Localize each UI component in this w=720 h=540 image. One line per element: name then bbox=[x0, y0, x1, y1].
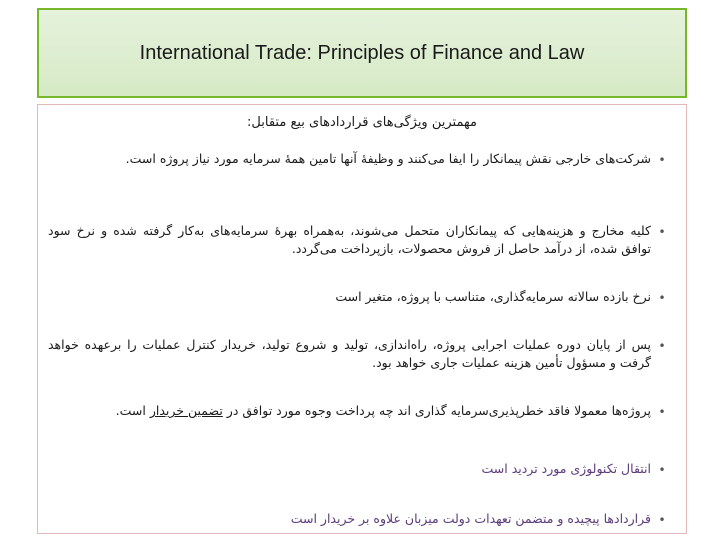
bullet-dot: • bbox=[658, 463, 666, 477]
bullet-text: شرکت‌های خارجی نقش پیمانکار را ایفا می‌کنند و وظیفهٔ آنها تامین همهٔ سرمایه مورد نیاز پروژه است. bbox=[125, 151, 651, 166]
bullet-item bbox=[48, 150, 673, 170]
bullet-text: قراردادها پیچیده و متضمن تعهدات دولت میزبان علاوه بر خریدار است bbox=[290, 511, 651, 526]
bullet-item bbox=[48, 402, 673, 422]
slide-title: International Trade: Principles of Finance and Law bbox=[139, 41, 585, 64]
slide-subtitle: مهمترین ویژگی‌های قراردادهای بیع متقابل: bbox=[247, 115, 477, 130]
bullet-dot: • bbox=[658, 405, 666, 419]
bullet-dot: • bbox=[658, 513, 666, 527]
bullet-dot: • bbox=[658, 225, 666, 239]
bullet-text: پس از پایان دوره عملیات اجرایی پروژه، راه‌اندازی، تولید و شروع تولید، خریدار کنترل عملیات را برعهده خواهد گرفت و مسؤول تأمین هزینه عملیات جاری خواهد بود. bbox=[48, 337, 651, 370]
bullet-dot: • bbox=[658, 339, 666, 353]
bullet-item bbox=[48, 288, 673, 308]
bullet-text-part: است. bbox=[115, 403, 150, 418]
bullet-dot: • bbox=[658, 153, 666, 167]
slide-title-box bbox=[37, 8, 687, 98]
bullet-item bbox=[48, 460, 673, 480]
bullet-item bbox=[48, 510, 673, 530]
bullet-text: انتقال تکنولوژی مورد تردید است bbox=[481, 461, 651, 476]
bullet-text: کلیه مخارج و هزینه‌هایی که پیمانکاران متحمل می‌شوند، به‌همراه بهرهٔ سرمایه‌های به‌کار گرفته شده و نرخ سود توافق شده، از درآمد حاصل از فروش محصولات، بازپرداخت می‌گردد. bbox=[48, 223, 651, 256]
bullet-text-part: پروژه‌ها معمولا فاقد خطرپذیری‌سرمایه گذاری اند چه پرداخت وجوه مورد توافق در bbox=[222, 403, 651, 418]
bullet-item bbox=[48, 222, 673, 258]
bullet-item bbox=[48, 336, 673, 372]
bullet-text: نرخ بازده سالانه سرمایه‌گذاری، متناسب با پروژه، متغیر است bbox=[335, 289, 651, 304]
buyer-guarantee-term: تضمین خریدار bbox=[149, 403, 223, 418]
bullet-dot: • bbox=[658, 291, 666, 305]
bullet-text bbox=[48, 402, 651, 420]
